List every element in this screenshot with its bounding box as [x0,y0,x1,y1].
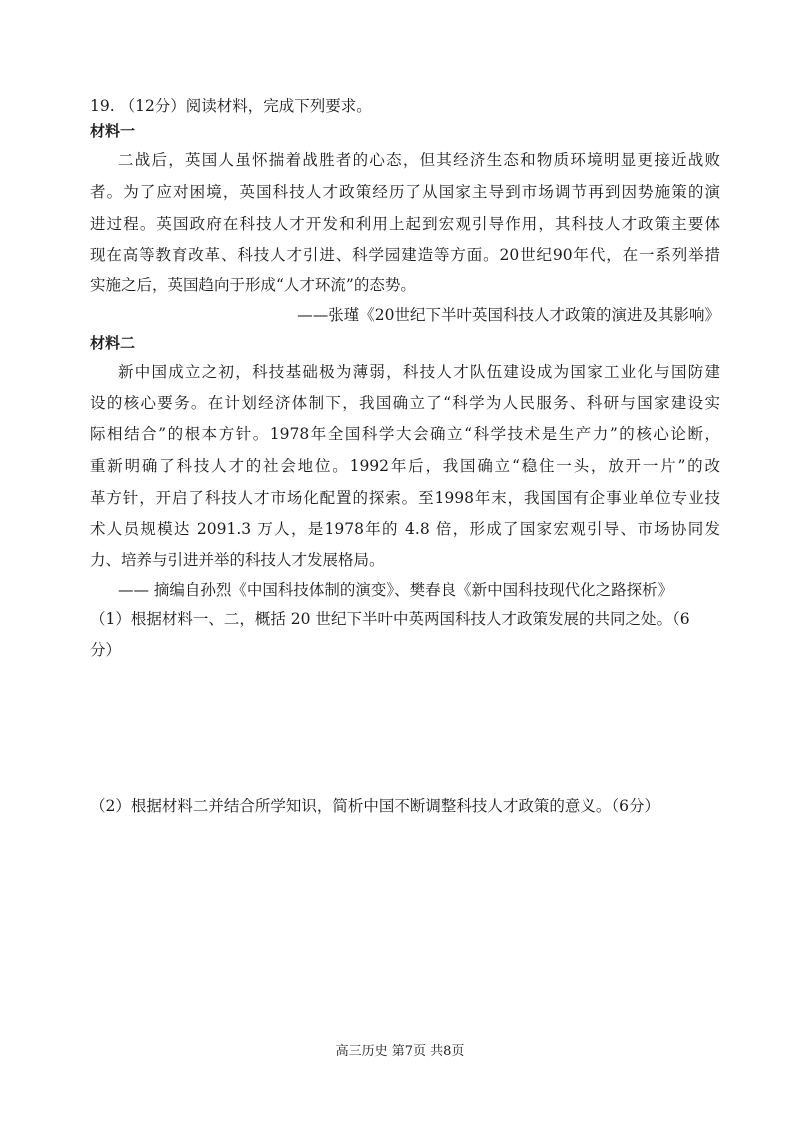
page-footer: 高三历史 第7页 共8页 [335,1044,465,1059]
material1-line: 者。为了应对困境，英国科技人才政策经历了从国家主导到市场调节再到因势施策的演 [90,183,720,201]
material2-line: 新中国成立之初，科技基础极为薄弱，科技人才队伍建设成为国家工业化与国防建 [118,363,720,381]
sub-question-2: （2）根据材料二并结合所学知识，简析中国不断调整科技人才政策的意义。（6分） [90,797,660,815]
sub-question-1: （1）根据材料一、二，概括 20 世纪下半叶中英两国科技人才政策发展的共同之处。（6 [90,610,690,628]
material1-line: 现在高等教育改革、科技人才引进、科学园建造等方面。20世纪90年代，在一系列举措 [90,246,720,264]
material1-source: ——张瑾《20世纪下半叶英国科技人才政策的演进及其影响》 [297,306,720,324]
material1-line: 二战后，英国人虽怀揣着战胜者的心态，但其经济生态和物质环境明显更接近战败 [118,151,720,169]
sub-question-1-continued: 分） [90,641,122,659]
material2-line: 际相结合”的根本方针。1978年全国科学大会确立“科学技术是生产力”的核心论断， [90,425,720,443]
material1-line: 进过程。英国政府在科技人才开发和利用上起到宏观引导作用，其科技人才政策主要体 [90,215,720,233]
material2-source: —— 摘编自孙烈《中国科技体制的演变》、樊春良《新中国科技现代化之路探析》 [118,581,674,599]
material2-line: 革方针，开启了科技人才市场化配置的探索。至1998年末，我国国有企事业单位专业技 [90,489,720,507]
material2-line: 重新明确了科技人才的社会地位。1992年后，我国确立“稳住一头，放开一片”的改 [90,457,720,475]
material2-title: 材料二 [90,334,136,352]
material1-line: 实施之后，英国趋向于形成“人才环流”的态势。 [90,276,416,294]
material2-line: 力、培养与引进并举的科技人才发展格局。 [90,551,385,569]
material2-line: 设的核心要务。在计划经济体制下，我国确立了“科学为人民服务、科研与国家建设实 [90,394,720,412]
material2-line: 术人员规模达 2091.3 万人，是1978年的 4.8 倍，形成了国家宏观引导、市场协同发 [90,520,720,538]
question-header: 19. （12分）阅读材料，完成下列要求。 [90,97,372,115]
material1-title: 材料一 [90,122,136,140]
